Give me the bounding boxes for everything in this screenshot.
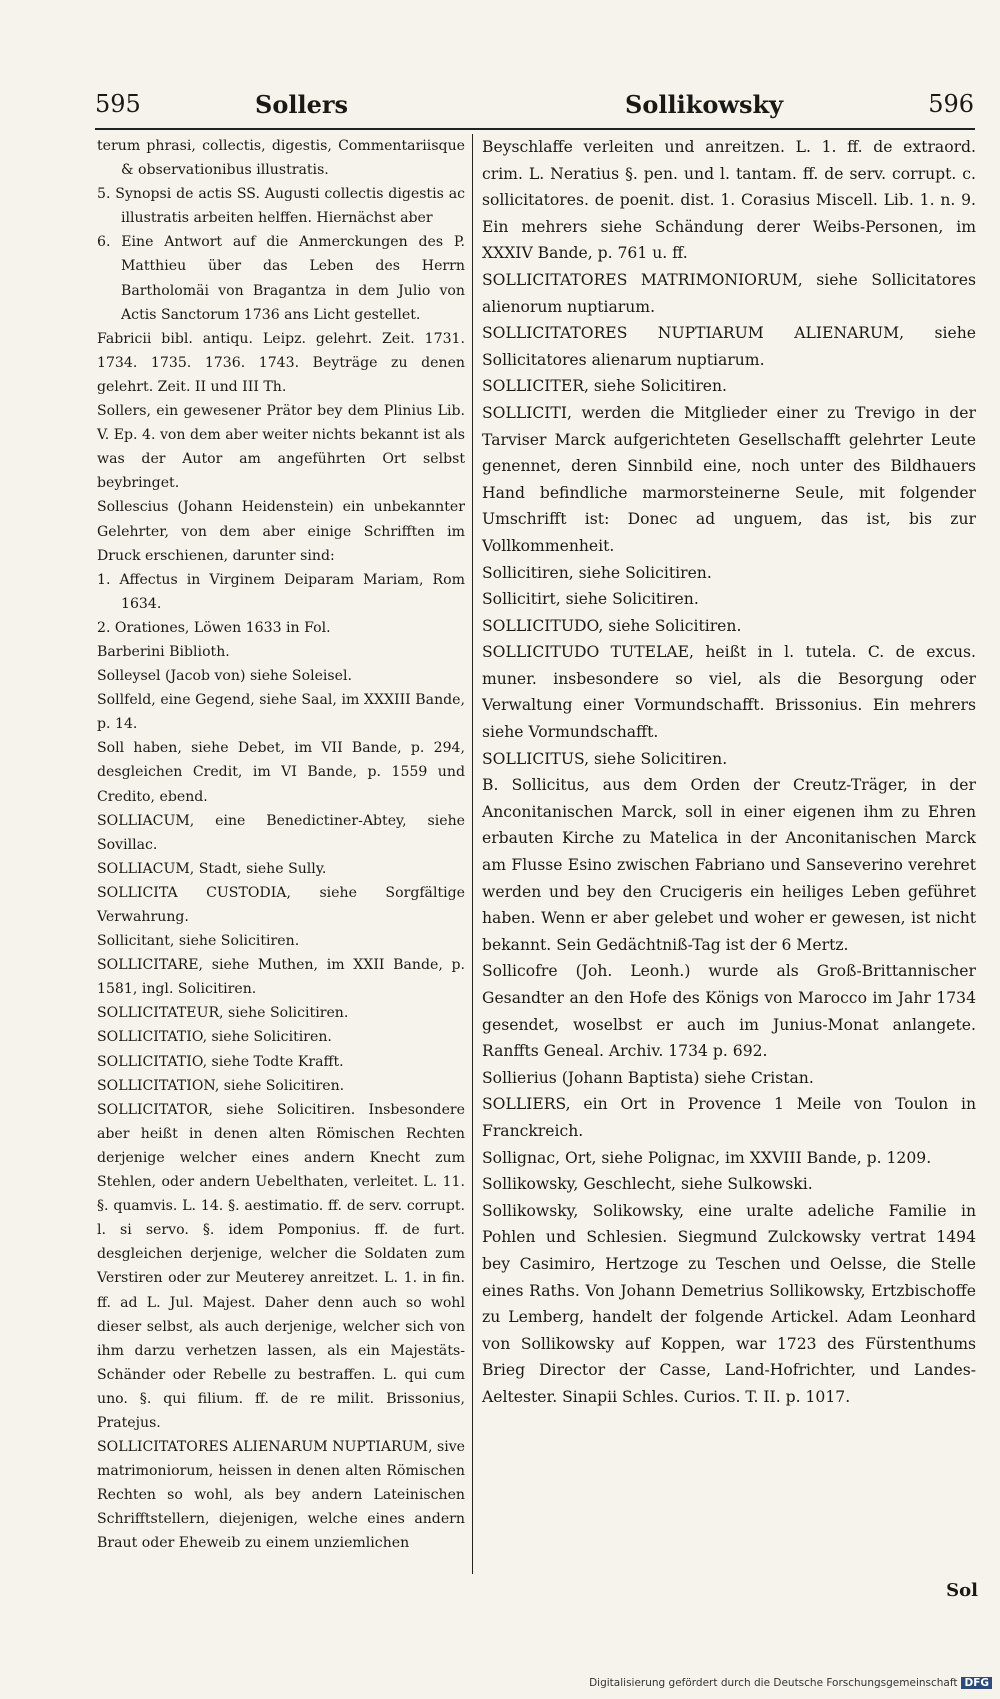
entry-text: SOLLICITATOR, siehe Solicitiren. Insbesondere aber heißt in denen alten Römischen Rechten derjenige welcher eines andern Knecht zum Stehlen, oder andern Uebelthaten, verleitet. L. 11. §. quamvis. L. 14. §. aestimatio. ff. de serv. corrupt. l. si servo. §. idem Pomponius. ff. de furt. desgleichen derjenige, welcher die Soldaten zum Verstiren oder zur Meuterey anreitzet. L. 1. in fin. ff. ad L. Jul. Majest. Daher denn auch so wohl dieser selbst, als auch derjenige, welcher sich von ihm darzu verhetzen lassen, als ein Majestäts-Schänder oder Rebelle zu bestraffen. L. qui cum uno. §. qui filium. ff. de re milit. Brissonius, Pratejus. bbox=[97, 1101, 465, 1431]
entry-text: SOLLIACUM, eine Benedictiner-Abtey, siehe Sovillac. bbox=[97, 812, 465, 853]
left-column bbox=[97, 134, 465, 1556]
footer-credit bbox=[589, 1677, 992, 1689]
entry-text: 6. Eine Antwort auf die Anmerckungen des P. Matthieu über das Leben des Herrn Bartholomäi von Bragantza in dem Julio von Actis Sanctorum 1736 ans Licht gestellet. bbox=[97, 234, 465, 323]
entry-text: SOLLICITATORES ALIENARUM NUPTIARUM, sive matrimoniorum, heissen in denen alten Römischen Rechten so wohl, als bey andern Lateinischen Schrifftstellern, diejenigen, welche eines andern Braut oder Eheweib zu einem unziemlichen bbox=[97, 1439, 465, 1552]
entry-text: Fabricii bibl. antiqu. Leipz. gelehrt. Zeit. 1731. 1734. 1735. 1736. 1743. Beyträge zu denen gelehrt. Zeit. II und III Th. bbox=[97, 330, 465, 395]
entry-text: 2. Orationes, Löwen 1633 in Fol. bbox=[97, 619, 331, 636]
header-rule bbox=[95, 128, 975, 130]
column-rule bbox=[472, 134, 473, 1574]
entry-text: SOLLICITUS, siehe Solicitiren. bbox=[482, 749, 728, 768]
running-head-right: Sollikowsky bbox=[625, 90, 784, 119]
entry-text: SOLLICITARE, siehe Muthen, im XXII Bande, p. 1581, ingl. Solicitiren. bbox=[97, 957, 465, 998]
entry-text: Sollicitant, siehe Solicitiren. bbox=[97, 933, 300, 950]
entry-text: SOLLICITATIO, siehe Todte Krafft. bbox=[97, 1053, 344, 1070]
entry-text: Sollescius (Johann Heidenstein) ein unbekannter Gelehrter, von dem aber einige Schrifften im Druck erschienen, darunter sind: bbox=[97, 499, 465, 564]
running-head-left: Sollers bbox=[255, 90, 348, 119]
entry-text: terum phrasi, collectis, digestis, Commentariisque & observationibus illustratis. bbox=[97, 138, 465, 179]
entry-text: Sollikowsky, Solikowsky, eine uralte adeliche Familie in Pohlen und Schlesien. Siegmund Zulckowsky vertrat 1494 bey Casimiro, Hertzoge zu Teschen und Oelsse, die Stelle eines Raths. Von Johann Demetrius Sollikowsky, Ertzbischoffe zu Lemberg, handelt der folgende Artickel. Adam Leonhard von Sollikowsky auf Koppen, war 1723 des Fürstenthums Brieg Director der Casse, Land-Hofrichter, und Landes-Aeltester. Sinapii Schles. Curios. T. II. p. 1017. bbox=[482, 1201, 976, 1406]
page-number-left: 595 bbox=[95, 90, 141, 118]
footer-text: Digitalisierung gefördert durch die Deutsche Forschungsgemeinschaft bbox=[589, 1677, 958, 1689]
entry-text: SOLLICITATORES NUPTIARUM ALIENARUM, siehe Sollicitatores alienarum nuptiarum. bbox=[482, 324, 976, 369]
entry-text: SOLLIERS, ein Ort in Provence 1 Meile von Toulon in Franckreich. bbox=[482, 1095, 976, 1140]
entry-text: Barberini Biblioth. bbox=[97, 643, 230, 660]
entry-text: SOLLICITATION, siehe Solicitiren. bbox=[97, 1077, 345, 1094]
entry-text: 1. Affectus in Virginem Deiparam Mariam, Rom 1634. bbox=[97, 571, 465, 612]
entry-text: SOLLICITUDO, siehe Solicitiren. bbox=[482, 616, 742, 635]
entry-text: Sollicofre (Joh. Leonh.) wurde als Groß-Brittannischer Gesandter an den Hofe des Königs von Marocco im Jahr 1734 gesendet, woselbst er auch im Junius-Monat anlangete. Ranffts Geneal. Archiv. 1734 p. 692. bbox=[482, 962, 976, 1061]
page-number-right: 596 bbox=[928, 90, 974, 118]
dfg-logo: DFG bbox=[961, 1677, 992, 1689]
entry-text: Sollikowsky, Geschlecht, siehe Sulkowski. bbox=[482, 1175, 813, 1194]
entry-text: SOLLICITUDO TUTELAE, heißt in l. tutela. C. de excus. muner. insbesondere so viel, als die Besorgung oder Verwaltung einer Vormundschafft. Brissonius. Ein mehrers siehe Vormundschafft. bbox=[482, 643, 976, 742]
entry-text: Sollignac, Ort, siehe Polignac, im XXVIII Bande, p. 1209. bbox=[482, 1148, 932, 1167]
entry-text: Solleysel (Jacob von) siehe Soleisel. bbox=[97, 668, 352, 685]
entry-text: SOLLICITATIO, siehe Solicitiren. bbox=[97, 1029, 332, 1046]
entry-text: SOLLICITA CUSTODIA, siehe Sorgfältige Verwahrung. bbox=[97, 884, 465, 925]
entry-text: SOLLIACUM, Stadt, siehe Sully. bbox=[97, 860, 327, 877]
entry-text: 5. Synopsi de actis SS. Augusti collectis digestis ac illustratis arbeiten helffen. Hiernächst aber bbox=[97, 186, 465, 227]
entry-text: Beyschlaffe verleiten und anreitzen. L. 1. ff. de extraord. crim. L. Neratius §. pen. und l. tantam. ff. de serv. corrupt. c. sollicitatores. de poenit. dist. 1. Corasius Miscell. Lib. 1. n. 9. Ein mehrers siehe Schändung derer Weibs-Personen, im XXXIV Bande, p. 761 u. ff. bbox=[482, 138, 976, 263]
entry-text: B. Sollicitus, aus dem Orden der Creutz-Träger, in der Anconitanischen Marck, soll in einer eigenen ihm zu Ehren erbauten Kirche zu Matelica in der Anconitanischen Marck am Flusse Esino zwischen Fabriano und Sanseverino verehret werden und bey den Crucigeris ein heiliges Leben geführet haben. Wenn er aber gelebet und woher er gewesen, ist nicht bekannt. Sein Gedächtniß-Tag ist der 6 Mertz. bbox=[482, 776, 976, 954]
entry-text: Sollierius (Johann Baptista) siehe Cristan. bbox=[482, 1068, 814, 1087]
entry-text: SOLLICITI, werden die Mitglieder einer zu Trevigo in der Tarviser Marck aufgerichteten Gesellschafft gelehrter Leute genennet, deren Sinnbild eine, noch unter des Bildhauers Hand befindliche marmorsteinerne Seule, mit folgender Umschrifft ist: Donec ad unguem, das ist, bis zur Vollkommenheit. bbox=[482, 403, 976, 555]
right-column bbox=[482, 134, 976, 1411]
catchword: Sol bbox=[946, 1580, 978, 1601]
entry-text: Sollicitirt, siehe Solicitiren. bbox=[482, 590, 699, 609]
entry-text: SOLLICITATORES MATRIMONIORUM, siehe Sollicitatores alienorum nuptiarum. bbox=[482, 270, 976, 316]
entry-text: Soll haben, siehe Debet, im VII Bande, p. 294, desgleichen Credit, im VI Bande, p. 1559 und Credito, ebend. bbox=[97, 740, 465, 805]
entry-text: Sollicitiren, siehe Solicitiren. bbox=[482, 563, 712, 582]
entry-text: SOLLICITER, siehe Solicitiren. bbox=[482, 377, 728, 396]
entry-text: SOLLICITATEUR, siehe Solicitiren. bbox=[97, 1005, 349, 1022]
entry-text: Sollfeld, eine Gegend, siehe Saal, im XXXIII Bande, p. 14. bbox=[97, 692, 465, 733]
entry-text: Sollers, ein gewesener Prätor bey dem Plinius Lib. V. Ep. 4. von dem aber weiter nichts bekannt ist als was der Autor am angeführten Ort selbst beybringet. bbox=[97, 403, 465, 492]
